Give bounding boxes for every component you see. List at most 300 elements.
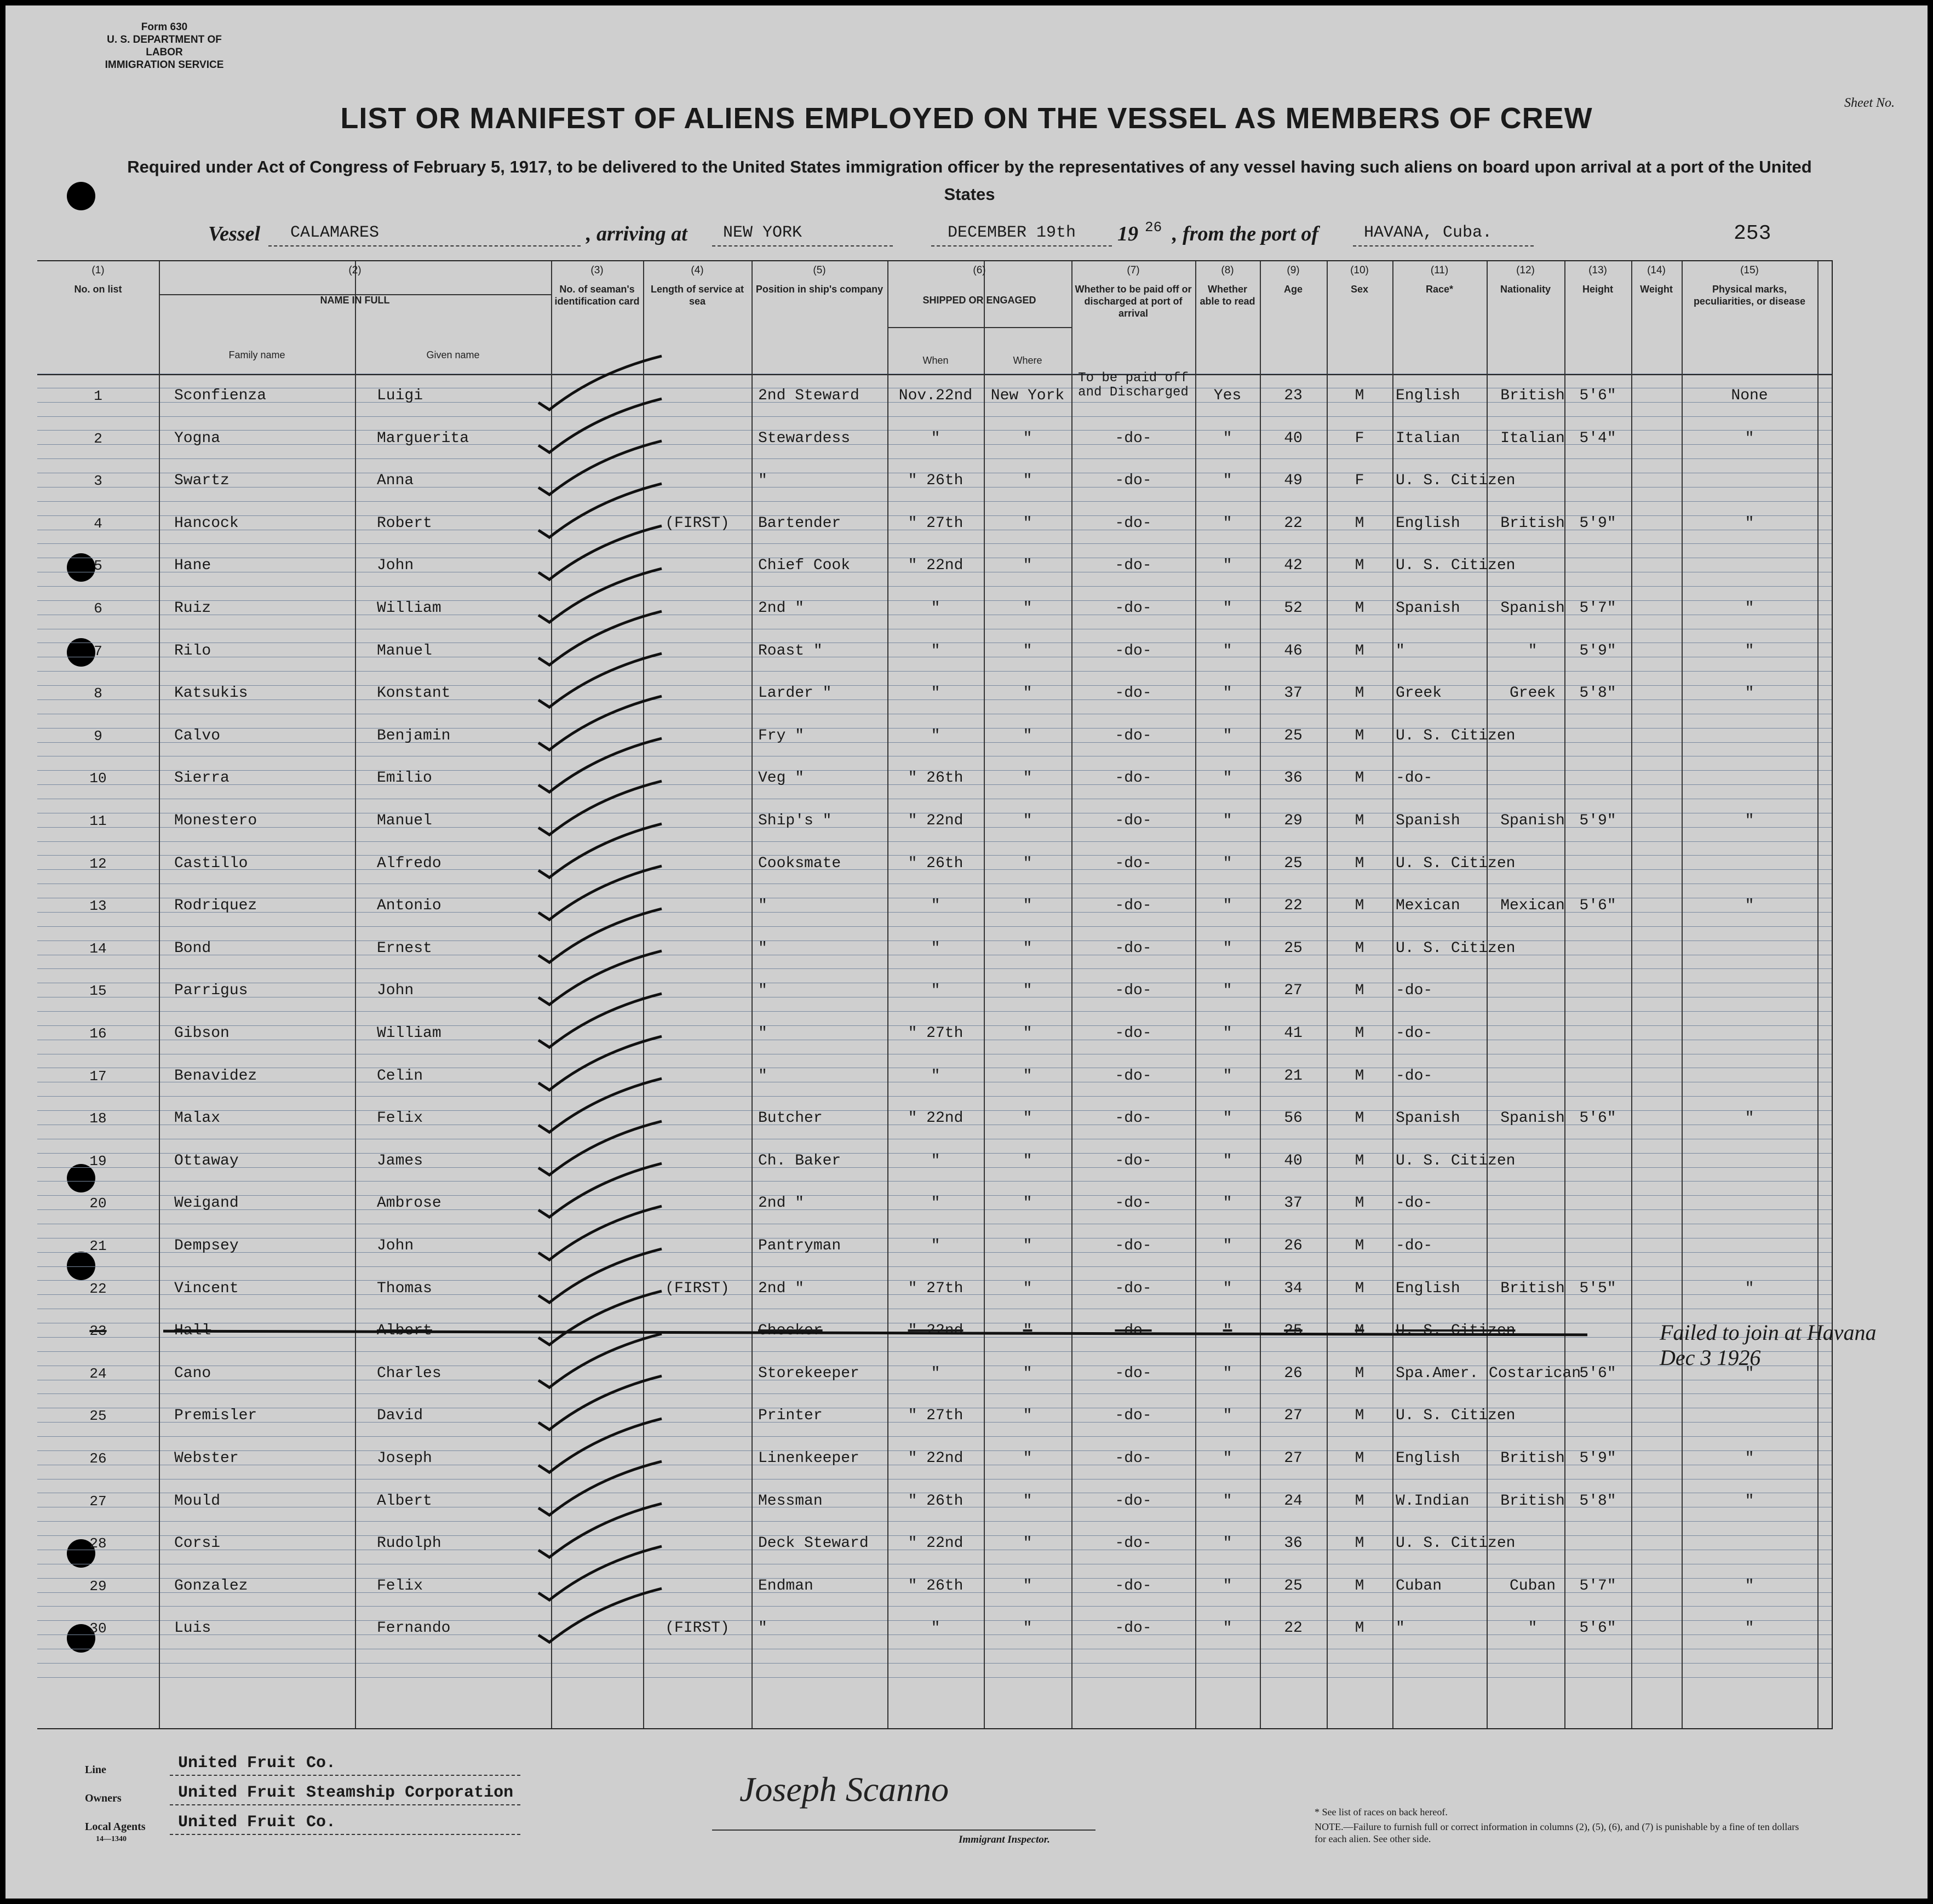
cell-read: " [1223,1280,1232,1297]
cell-when: " [931,1237,940,1254]
grid-line [37,1266,1832,1267]
cell-nationality: Spanish [1500,812,1565,829]
cell-race: Spanish [1396,812,1460,829]
cell-given: Felix [377,1110,423,1127]
cell-family: Rodriquez [174,897,257,915]
cell-sex: M [1355,1577,1364,1595]
cell-family: Ottaway [174,1152,239,1169]
cell-where: " [1023,1407,1033,1425]
cell-no: 9 [94,727,102,744]
cell-age: 49 [1284,472,1303,490]
cell-paid: -do- [1115,897,1152,915]
cell-where: " [1023,1535,1033,1552]
cell-no: 5 [94,558,102,575]
cell-race: English [1396,387,1460,404]
cell-position: Butcher [758,1110,823,1127]
cell-height: 5'9" [1579,812,1616,829]
cell-height: 5'6" [1579,1364,1616,1382]
cell-no: 1 [94,388,102,404]
cell-read: " [1223,1492,1232,1510]
cell-given: Joseph [377,1450,432,1467]
cell-when: " [931,1067,940,1085]
cell-where: " [1023,897,1033,915]
cell-sex: F [1355,429,1364,447]
cell-where: " [1023,685,1033,702]
page-subtitle: Required under Act of Congress of February 5, 1917, to be delivered to the United States immigration officer by the representatives of any vessel having such aliens on board upon arrival at a port of the United States [127,157,1812,204]
cell-read: " [1223,1110,1232,1127]
cell-read: " [1223,472,1232,490]
year-suffix: 26 [1145,219,1162,236]
cell-given: William [377,1025,441,1042]
cell-when: " 27th [908,1280,963,1297]
cell-given: Benjamin [377,727,451,744]
cell-given: Rudolph [377,1535,441,1552]
cell-position: Linenkeeper [758,1450,859,1467]
cell-no: 19 [89,1152,107,1169]
cell-age: 56 [1284,1110,1303,1127]
cell-where: " [1023,557,1033,575]
cell-age: 27 [1284,982,1303,1000]
cell-race: -do- [1396,1067,1433,1085]
cell-given: Robert [377,514,432,532]
cell-where: " [1023,429,1033,447]
cell-race: -do- [1396,1025,1433,1042]
cell-no: 7 [94,643,102,659]
cell-paid: -do- [1115,472,1152,490]
cell-race: U. S. Citizen [1396,727,1516,744]
cell-when: " 26th [908,770,963,787]
cell-nationality: Greek [1509,685,1556,702]
cell-age: 37 [1284,685,1303,702]
column-number: (5) [813,265,826,276]
cell-sex: M [1355,1364,1364,1382]
cell-read: " [1223,685,1232,702]
column-number: (9) [1287,265,1300,276]
cell-age: 29 [1284,812,1303,829]
cell-read: " [1223,1067,1232,1085]
cell-no: 16 [89,1025,107,1042]
cell-paid: -do- [1115,1364,1152,1382]
cell-nationality: British [1500,1280,1565,1297]
column-subheader: When [922,355,949,366]
cell-family: Hane [174,557,211,575]
cell-no: 10 [89,770,107,787]
column-divider [1817,261,1819,1728]
cell-marks: " [1745,1450,1754,1467]
column-header: Race* [1425,284,1454,295]
cell-marks: " [1745,1110,1754,1127]
cell-height: 5'6" [1579,1110,1616,1127]
cell-nationality: Spanish [1500,1110,1565,1127]
grid-line [37,416,1832,417]
cell-nationality: Mexican [1500,897,1565,915]
cell-no: 23 [89,1323,107,1340]
grid-line [37,1011,1832,1012]
grid-line [37,671,1832,672]
underline [712,245,893,246]
cell-paid: -do- [1115,727,1152,744]
cell-where: " [1023,514,1033,532]
cell-no: 3 [94,473,102,490]
cell-read: " [1223,727,1232,744]
cell-position: Chief Cook [758,557,851,575]
cell-position: Deck Steward [758,1535,869,1552]
cell-paid: -do- [1115,770,1152,787]
cell-when: " 26th [908,1577,963,1595]
column-number: (1) [91,265,105,276]
cell-when: " [931,1364,940,1382]
cell-race: -do- [1396,1237,1433,1254]
cell-race: U. S. Citizen [1396,472,1516,490]
cell-where: " [1023,854,1033,872]
cell-read: " [1223,1322,1232,1340]
column-number: (4) [691,265,704,276]
inspector-signature: Joseph Scanno [739,1770,949,1809]
column-header: NAME IN FULL [320,295,390,306]
cell-position: Ship's " [758,812,832,829]
cell-family: Gibson [174,1025,230,1042]
grid-line [37,926,1832,927]
cell-read: " [1223,939,1232,957]
grid-line [37,1436,1832,1437]
cell-family: Vincent [174,1280,239,1297]
vessel-name: CALAMARES [290,223,380,242]
cell-given: William [377,600,441,617]
cell-sex: M [1355,1322,1364,1340]
cell-no: 18 [89,1110,107,1127]
cell-nationality: Italian [1500,429,1565,447]
column-header: Physical marks, peculiarities, or disease [1693,284,1806,307]
cell-read: " [1223,1450,1232,1467]
cell-family: Monestero [174,812,257,829]
cell-age: 22 [1284,897,1303,915]
cell-sex: M [1355,1195,1364,1212]
cell-family: Luis [174,1620,211,1637]
cell-sex: M [1355,1620,1364,1637]
cell-paid: -do- [1115,1067,1152,1085]
cell-family: Bond [174,939,211,957]
cell-given: John [377,1237,414,1254]
cell-race: English [1396,1450,1460,1467]
column-header: No. on list [74,284,122,295]
cell-race: " [1396,1620,1405,1637]
cell-nationality: Spanish [1500,600,1565,617]
column-number: (8) [1221,265,1234,276]
cell-position: Larder " [758,685,832,702]
cell-age: 27 [1284,1407,1303,1425]
cell-height: 5'7" [1579,1577,1616,1595]
grid-line [37,543,1832,544]
cell-paid: -do- [1115,1535,1152,1552]
cell-given: Thomas [377,1280,432,1297]
cell-age: 25 [1284,854,1303,872]
cell-where: " [1023,1364,1033,1382]
cell-no: 12 [89,855,107,872]
check-mark-icon [530,1583,705,1649]
cell-where: " [1023,727,1033,744]
cell-sex: M [1355,812,1364,829]
cell-when: " 26th [908,854,963,872]
cell-marks: " [1745,642,1754,659]
cell-race: U. S. Citizen [1396,1407,1516,1425]
grid-line [37,1521,1832,1522]
cell-sex: M [1355,1025,1364,1042]
cell-position: Endman [758,1577,813,1595]
cell-nationality: British [1500,1492,1565,1510]
cell-no: 2 [94,430,102,447]
arriving-label: , arriving at [586,222,687,245]
arrival-date: DECEMBER 19th [948,223,1076,242]
cell-when: " [931,1620,940,1637]
cell-where: " [1023,1025,1033,1042]
cell-sex: M [1355,897,1364,915]
cell-family: Ruiz [174,600,211,617]
underline [1353,245,1534,246]
cell-paid: -do- [1115,642,1152,659]
cell-race: U. S. Citizen [1396,1322,1516,1340]
cell-when: " 27th [908,1025,963,1042]
cell-height: 5'7" [1579,600,1616,617]
owners-label: Owners [85,1792,122,1804]
cell-marks: " [1745,1577,1754,1595]
cell-race: Spa.Amer. [1396,1364,1479,1382]
cell-sex: M [1355,642,1364,659]
year-prefix: 19 [1117,222,1138,245]
departure-port: HAVANA, Cuba. [1364,223,1493,242]
cell-no: 4 [94,515,102,532]
cell-race: W.Indian [1396,1492,1470,1510]
grid-line [37,501,1832,502]
cell-given: David [377,1407,423,1425]
grid-line [37,968,1832,969]
cell-given: Charles [377,1364,441,1382]
cell-no: 11 [89,813,107,829]
cell-no: 15 [89,983,107,1000]
cell-no: 24 [89,1365,107,1382]
cell-where: " [1023,1152,1033,1169]
cell-height: 5'9" [1579,642,1616,659]
cell-when: " 22nd [908,812,963,829]
cell-family: Parrigus [174,982,248,1000]
cell-paid: -do- [1115,1152,1152,1169]
cell-sex: M [1355,557,1364,575]
cell-read: " [1223,1152,1232,1169]
cell-sex: M [1355,387,1364,404]
cell-when: " 22nd [908,1450,963,1467]
cell-race: -do- [1396,770,1433,787]
cell-position: Pantryman [758,1237,841,1254]
cell-given: Celin [377,1067,423,1085]
cell-position: Cooksmate [758,854,841,872]
cell-read: Yes [1213,387,1242,404]
cell-when: " [931,982,940,1000]
cell-position: 2nd " [758,600,805,617]
cell-read: " [1223,982,1232,1000]
cell-marks: " [1745,1492,1754,1510]
vessel-label: Vessel [208,222,260,245]
cell-age: 25 [1284,1322,1303,1340]
cell-family: Corsi [174,1535,221,1552]
cell-given: John [377,557,414,575]
column-header: Weight [1640,284,1673,295]
cell-age: 46 [1284,642,1303,659]
cell-race: U. S. Citizen [1396,939,1516,957]
column-number: (10) [1350,265,1369,276]
cell-family: Gonzalez [174,1577,248,1595]
cell-height: 5'5" [1579,1280,1616,1297]
cell-paid: -do- [1115,1025,1152,1042]
cell-read: " [1223,600,1232,617]
column-subheader: Family name [228,349,285,360]
cell-age: 36 [1284,770,1303,787]
cell-marks: " [1745,429,1754,447]
cell-race: English [1396,514,1460,532]
cell-no: 20 [89,1195,107,1212]
cell-family: Weigand [174,1195,239,1212]
cell-service: (FIRST) [665,514,730,532]
grid-line [37,841,1832,842]
column-number: (15) [1740,265,1759,276]
cell-sex: M [1355,1492,1364,1510]
cell-sex: M [1355,1152,1364,1169]
cell-sex: M [1355,939,1364,957]
cell-position: " [758,1025,767,1042]
cell-race: U. S. Citizen [1396,1152,1516,1169]
cell-paid: -do- [1115,1322,1152,1340]
cell-sex: M [1355,1450,1364,1467]
form-identifier: Form 630 U. S. DEPARTMENT OF LABOR IMMIGRATION SERVICE [105,21,224,71]
cell-age: 25 [1284,727,1303,744]
cell-when: " 26th [908,1492,963,1510]
cell-when: " [931,939,940,957]
cell-given: Marguerita [377,429,469,447]
cell-sex: M [1355,727,1364,744]
cell-family: Calvo [174,727,221,744]
local-agents-label: Local Agents [85,1821,146,1833]
cell-position: Storekeeper [758,1364,859,1382]
cell-sex: M [1355,1067,1364,1085]
cell-paid: -do- [1115,1195,1152,1212]
cell-read: " [1223,1620,1232,1637]
from-port-label: , from the port of [1172,222,1319,245]
cell-position: " [758,897,767,915]
cell-no: 21 [89,1238,107,1254]
cell-service: (FIRST) [665,1280,730,1297]
column-subheader: Given name [426,349,480,360]
cell-given: John [377,982,414,1000]
cell-age: 21 [1284,1067,1303,1085]
cell-family: Premisler [174,1407,257,1425]
cell-where: " [1023,1237,1033,1254]
cell-read: " [1223,1025,1232,1042]
column-header: Height [1582,284,1613,295]
cell-sex: M [1355,982,1364,1000]
cell-when: " 22nd [908,1535,963,1552]
cell-height: 5'9" [1579,514,1616,532]
column-divider [1631,261,1632,1728]
cell-given: Fernando [377,1620,451,1637]
cell-family: Dempsey [174,1237,239,1254]
cell-read: " [1223,897,1232,915]
cell-age: 25 [1284,1577,1303,1595]
cell-read: " [1223,514,1232,532]
owners-value: United Fruit Steamship Corporation [178,1783,514,1802]
crew-table [37,260,1833,1729]
cell-when: " [931,1152,940,1169]
cell-height: 5'4" [1579,429,1616,447]
cell-sex: M [1355,514,1364,532]
cell-marks: " [1745,514,1754,532]
cell-paid: -do- [1115,1620,1152,1637]
cell-age: 26 [1284,1237,1303,1254]
grid-line [37,586,1832,587]
cell-age: 37 [1284,1195,1303,1212]
column-number: (11) [1430,265,1449,276]
cell-position: 2nd " [758,1195,805,1212]
grid-line [37,458,1832,459]
cell-no: 14 [89,940,107,957]
cell-position: 2nd Steward [758,387,859,404]
cell-family: Hancock [174,514,239,532]
column-number: (6) [973,265,986,276]
cell-no: 30 [89,1620,107,1637]
column-divider [355,261,356,1728]
cell-paid: -do- [1115,514,1152,532]
column-divider [752,261,753,1728]
cell-race: U. S. Citizen [1396,1535,1516,1552]
grid-line [37,1677,1832,1678]
page-title: LIST OR MANIFEST OF ALIENS EMPLOYED ON THE VESSEL AS MEMBERS OF CREW [340,102,1593,135]
cell-marks: None [1731,387,1768,404]
manifest-sheet [5,5,1928,1899]
cell-family: Cano [174,1364,211,1382]
cell-family: Yogna [174,429,221,447]
cell-family: Sconfienza [174,387,267,404]
cell-read: " [1223,1535,1232,1552]
cell-position: Veg " [758,770,805,787]
column-number: (12) [1516,265,1535,276]
underline [170,1834,520,1835]
cell-sex: M [1355,854,1364,872]
cell-where: " [1023,1450,1033,1467]
cell-no: 17 [89,1068,107,1085]
cell-paid: -do- [1115,685,1152,702]
column-header: Age [1283,284,1303,295]
cell-age: 40 [1284,1152,1303,1169]
cell-given: Luigi [377,387,423,404]
cell-sex: M [1355,1110,1364,1127]
cell-read: " [1223,557,1232,575]
cell-paid: -do- [1115,429,1152,447]
cell-height: 5'9" [1579,1450,1616,1467]
cell-no: 27 [89,1493,107,1510]
local-agents-value: United Fruit Co. [178,1813,336,1832]
cell-nationality: British [1500,514,1565,532]
cell-where: " [1023,600,1033,617]
cell-when: " [931,642,940,659]
cell-when: Nov.22nd [898,387,973,404]
cell-read: " [1223,1364,1232,1382]
cell-race: Greek [1396,685,1442,702]
cell-no: 8 [94,685,102,702]
cell-given: Ernest [377,939,432,957]
cell-paid: -do- [1115,1280,1152,1297]
cell-family: Mould [174,1492,221,1510]
cell-race: Spanish [1396,1110,1460,1127]
underline [268,245,581,246]
cell-where: " [1023,1110,1033,1127]
underline [931,245,1112,246]
